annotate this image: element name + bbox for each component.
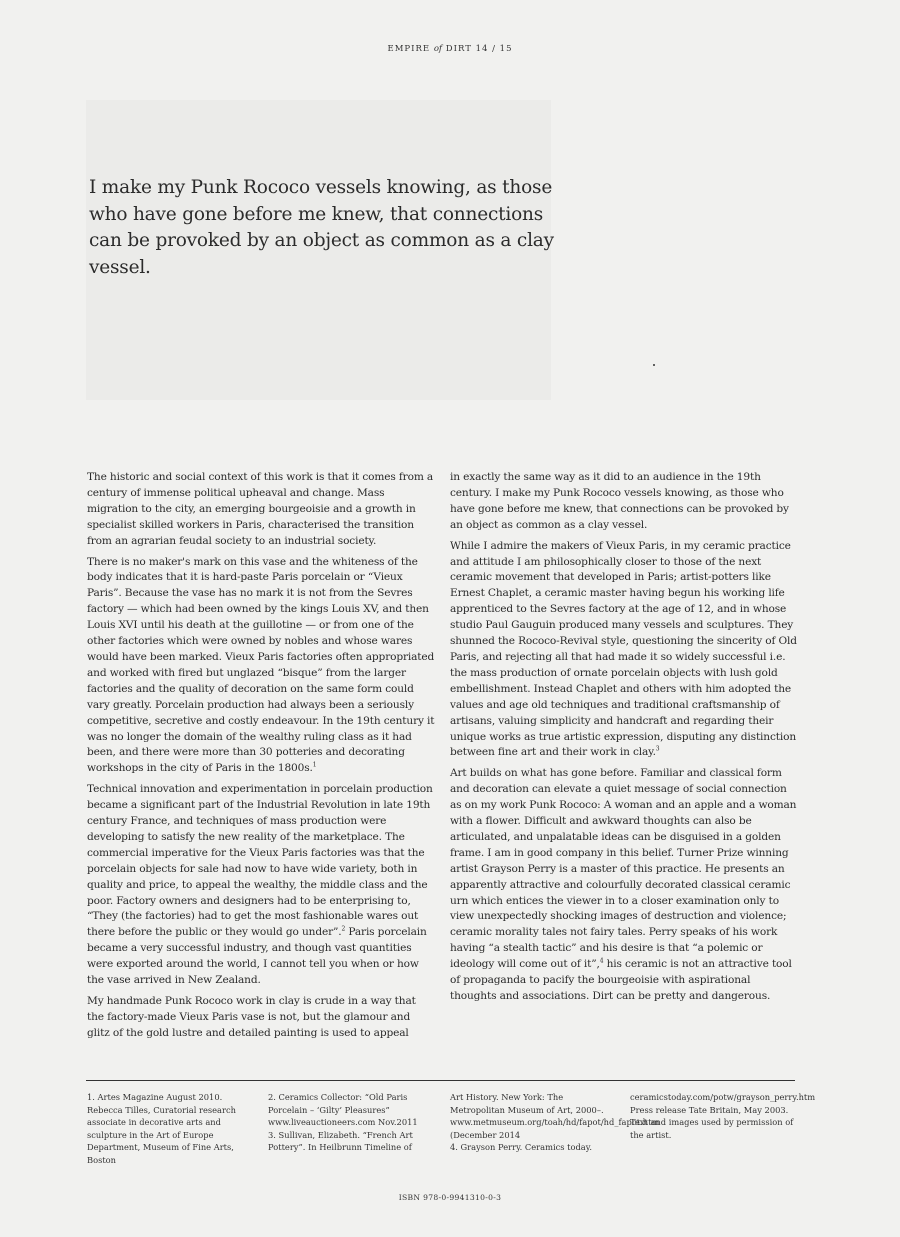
footnotes-col-4 — [630, 1091, 816, 1141]
paragraph: Art builds on what has gone before. Familiar and classical form and decoration can elevate a quiet message of social connection as on my work Punk Rococo: A woman and an apple and a woman with a flower. Difficult and awkward thoughts can also be articulated, and unpalatable ideas can be disguised in a golden frame. I am in good company in this belief. Turner Prize winning artist Grayson Perry is a master of this practice. He presents an apparently attractive and colourfully decorated classical ceramic urn which entices the viewer in to a closer examination only to view unexpectedly shocking images of destruction and violence; ceramic morality tales not fairy tales. Perry speaks of his work having “a stealth tactic” and his desire is that “a polemic or ideology will come out of it”,$^4$ his ceramic is not an attractive tool of propaganda to pacify the bourgeoisie with aspirational thoughts and associations. Dirt can be pretty and dangerous. — [450, 767, 797, 1002]
speck — [653, 364, 655, 366]
left-column — [87, 470, 435, 1047]
isbn: ISBN 978-0-9941310-0-3 — [398, 1193, 502, 1202]
paragraph: While I admire the makers of Vieux Paris, in my ceramic practice and attitude I am philosophically closer to those of the next ceramic movement that developed in Paris; artist-potters like Ernest Chaplet, a ceramic master having begun his working life apprenticed to the Sevres factory at the age of 12, and in whose studio Paul Gauguin produced many vessels and sculptures. They shunned the Rococo-Revival style, questioning the sincerity of Old Paris, and rejecting all that had made it so widely successful i.e. the mass production of ornate porcelain objects with lush gold embellishment. Instead Chaplet and others with him adopted the values and age old techniques and traditional craftsmanship of artisans, valuing simplicity and handcraft and regarding their unique works as true artistic expression, disputing any distinction between fine art and their work in clay.$^3$ — [450, 539, 797, 759]
footnote: Art History. New York: The Metropolitan Museum of Art, 2000–. www.metmuseum.org/toah/hd/fapot/hd_fapot.htm (December 2014 — [450, 1092, 660, 1140]
right-column — [450, 470, 798, 1010]
footnote-ref: 1 — [312, 761, 317, 769]
running-header — [0, 44, 900, 54]
paragraph: There is no maker's mark on this vase and the whiteness of the body indicates that it is hard-paste Paris porcelain or “Vieux Paris”. Because the vase has no mark it is not from the Sevres factory — which had been owned by the kings Louis XV, and then Louis XVI until his death at the guillotine — or from one of the other factories which were owned by nobles and whose wares would have been marked. Vieux Paris factories often appropriated and worked with fired but unglazed “bisque” from the larger factories and the quality of decoration on the same form could vary greatly. Porcelain production had always been a seriously competitive, secretive and costly endeavour. In the 19th century it was no longer the domain of the wealthy ruling class as it had been, and there were more than 30 potteries and decorating workshops in the city of Paris in the 1800s.$^1$ — [87, 555, 435, 775]
footnote-ref: 2 — [341, 925, 346, 933]
paragraph: Technical innovation and experimentation in porcelain production became a significant part of the Industrial Revolution in late 19th century France, and techniques of mass production were developing to satisfy the new reality of the marketplace. The commercial imperative for the Vieux Paris factories was that the porcelain objects for sale had now to have wide variety, both in quality and price, to appeal the wealthy, the middle class and the poor. Factory owners and designers had to be enterprising to, “They (the factories) had to get the most fashionable wares out there before the public or they would go under”.$^2$ Paris porcelain became a very successful industry, and though vast quantities were exported around the world, I cannot tell you when or how the vase arrived in New Zealand. — [87, 783, 433, 987]
footnote: 3. Sullivan, Elizabeth. “French Art Pottery”. In Heilbrunn Timeline of — [268, 1129, 413, 1153]
footnote: 2. Ceramics Collector: “Old Paris Porcelain – ‘Gilty’ Pleasures” www.liveauctioneers.com Nov.2011 — [268, 1092, 418, 1128]
pull-quote: I make my Punk Rococo vessels knowing, as those who have gone before me knew, that connections can be provoked by an object as common as a clay vessel. — [89, 177, 554, 278]
footnote-ref: 3 — [655, 745, 660, 753]
footnote-divider — [86, 1080, 795, 1081]
footnotes-col-1 — [87, 1091, 247, 1167]
paragraph: in exactly the same way as it did to an audience in the 19th century. I make my Punk Rococo vessels knowing, as those who have gone before me knew, that connections can be provoked by an object as common as a clay vessel. — [450, 471, 789, 531]
paragraph: My handmade Punk Rococo work in clay is crude in a way that the factory-made Vieux Paris vase is not, but the glamour and glitz of the gold lustre and detailed painting is used to appeal — [87, 995, 416, 1039]
footnote: 1. Artes Magazine August 2010. Rebecca Tilles, Curatorial research associate in decorative arts and sculpture in the Art of Europe Department, Museum of Fine Arts, Boston — [87, 1092, 236, 1165]
footnote-ref: 4 — [599, 957, 604, 965]
header-page-numbers: DIRT 14 / 15 — [442, 44, 513, 54]
footnotes-col-2 — [268, 1091, 430, 1154]
header-title-of: of — [433, 44, 443, 54]
footnote: 4. Grayson Perry. Ceramics today. — [450, 1142, 592, 1153]
paragraph: The historic and social context of this work is that it comes from a century of immense political upheaval and change. Mass migration to the city, an emerging bourgeoisie and a growth in specialist skilled workers in Paris, characterised the transition from an agrarian feudal society to an industrial society. — [87, 471, 434, 547]
footnote: ceramicstoday.com/potw/grayson_perry.htm Press release Tate Britain, May 2003. Text and images used by permission of the artist. — [630, 1092, 816, 1140]
footnotes-col-3 — [450, 1091, 660, 1154]
header-title-pre: EMPIRE — [387, 44, 434, 54]
